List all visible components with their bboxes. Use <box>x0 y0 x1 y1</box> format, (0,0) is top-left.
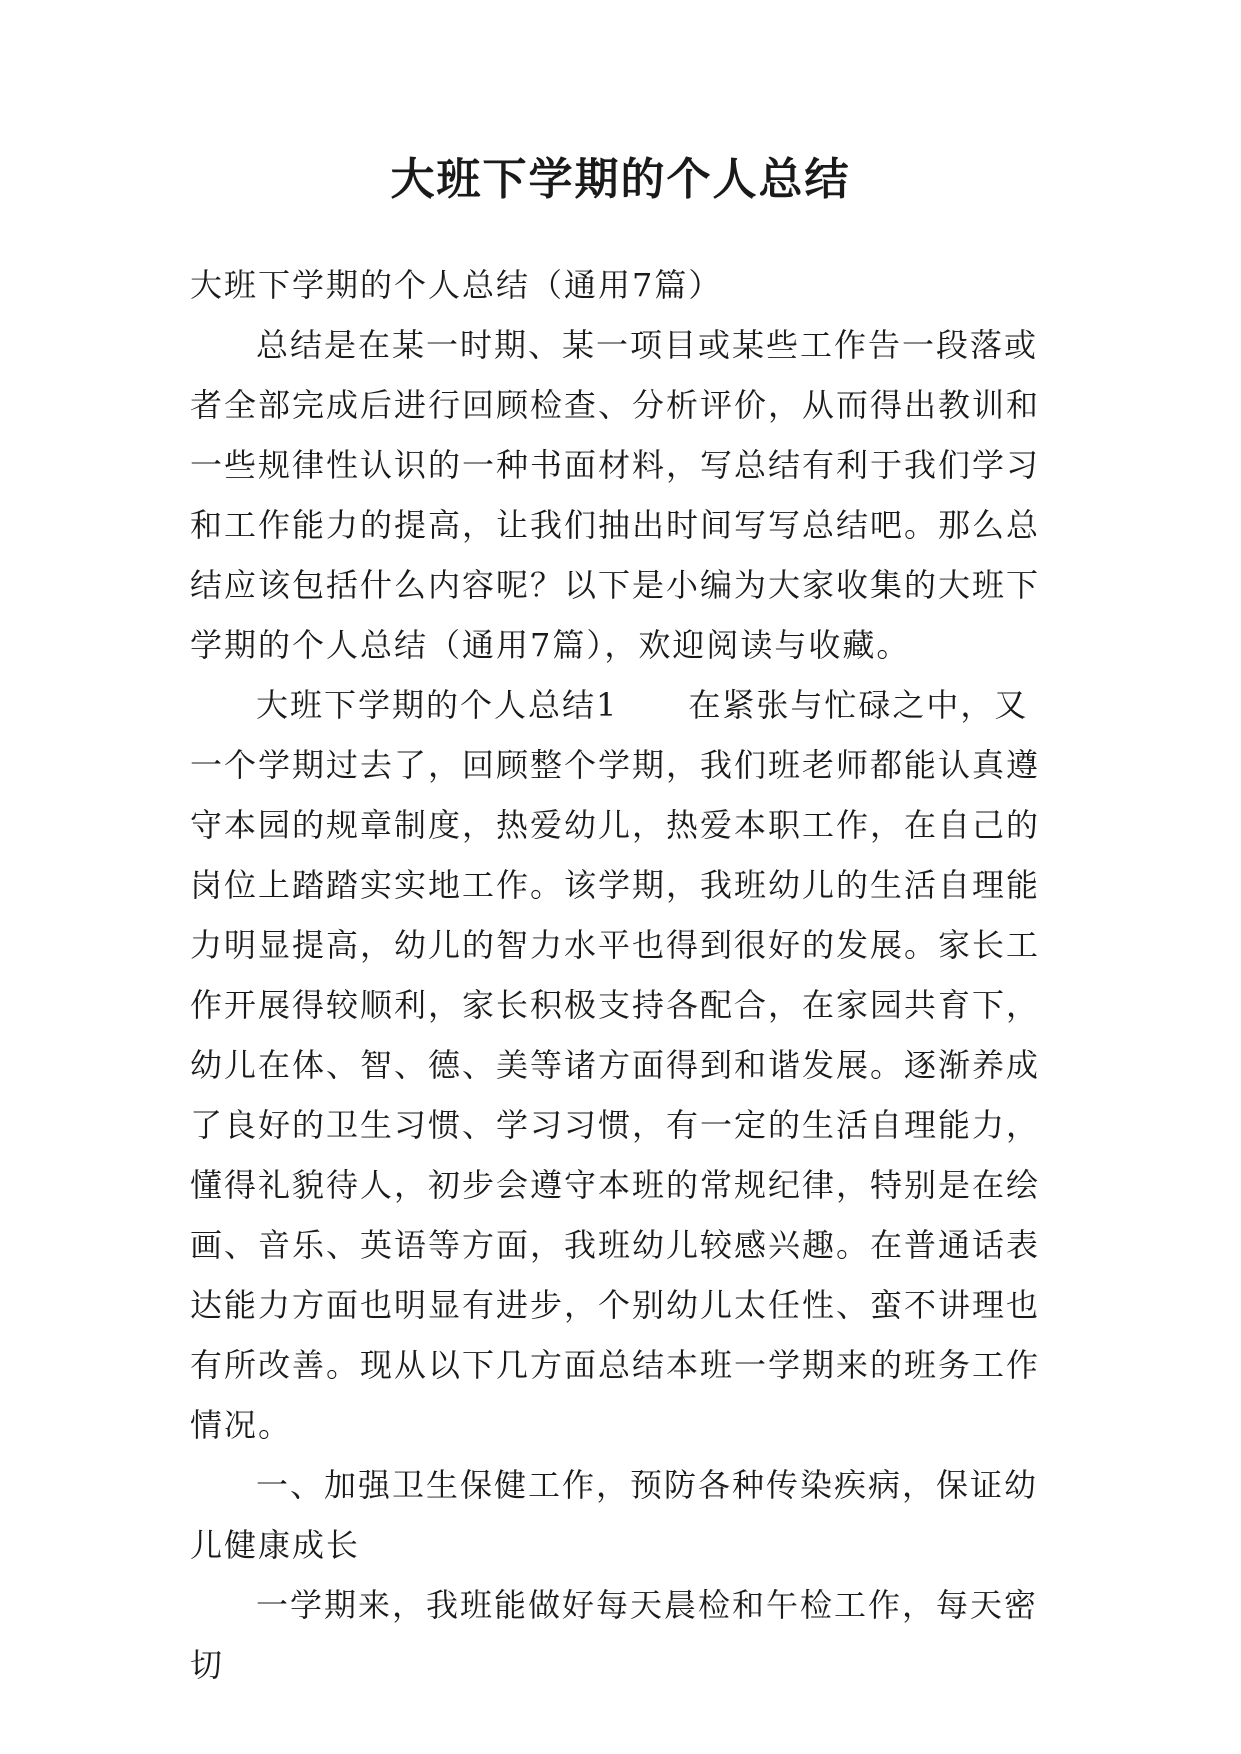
document-subtitle: 大班下学期的个人总结（通用7篇） <box>190 266 723 304</box>
document-title: 大班下学期的个人总结 <box>390 154 851 205</box>
section-1-paragraph <box>190 675 1050 1455</box>
section-1-heading: 大班下学期的个人总结1 <box>256 686 619 724</box>
intro-paragraph: 总结是在某一时期、某一项目或某些工作告一段落或者全部完成后进行回顾检查、分析评价，从而得出教训和一些规律性认识的一种书面材料，写总结有利于我们学习和工作能力的提高，让我们抽出时间写写总结吧。那么总结应该包括什么内容呢？以下是小编为大家收集的大班下学期的个人总结（通用7篇），欢迎阅读与收藏。 <box>190 326 1041 664</box>
section-1-body: 在紧张与忙碌之中，又一个学期过去了，回顾整个学期，我们班老师都能认真遵守本园的规章制度，热爱幼儿，热爱本职工作，在自己的岗位上踏踏实实地工作。该学期，我班幼儿的生活自理能力明显提高，幼儿的智力水平也得到很好的发展。家长工作开展得较顺利，家长积极支持各配合，在家园共育下，幼儿在体、智、德、美等诸方面得到和谐发展。逐渐养成了良好的卫生习惯、学习习惯，有一定的生活自理能力，懂得礼貌待人，初步会遵守本班的常规纪律，特别是在绘画、音乐、英语等方面，我班幼儿较感兴趣。在普通话表达能力方面也明显有进步，个别幼儿太任性、蛮不讲理也有所改善。现从以下几方面总结本班一学期来的班务工作情况。 <box>190 686 1041 1444</box>
document-body <box>190 255 1050 1695</box>
point-1-heading: 一、加强卫生保健工作，预防各种传染疾病，保证幼儿健康成长 <box>190 1466 1039 1564</box>
point-1-paragraph: 一学期来，我班能做好每天晨检和午检工作，每天密切 <box>190 1586 1039 1684</box>
